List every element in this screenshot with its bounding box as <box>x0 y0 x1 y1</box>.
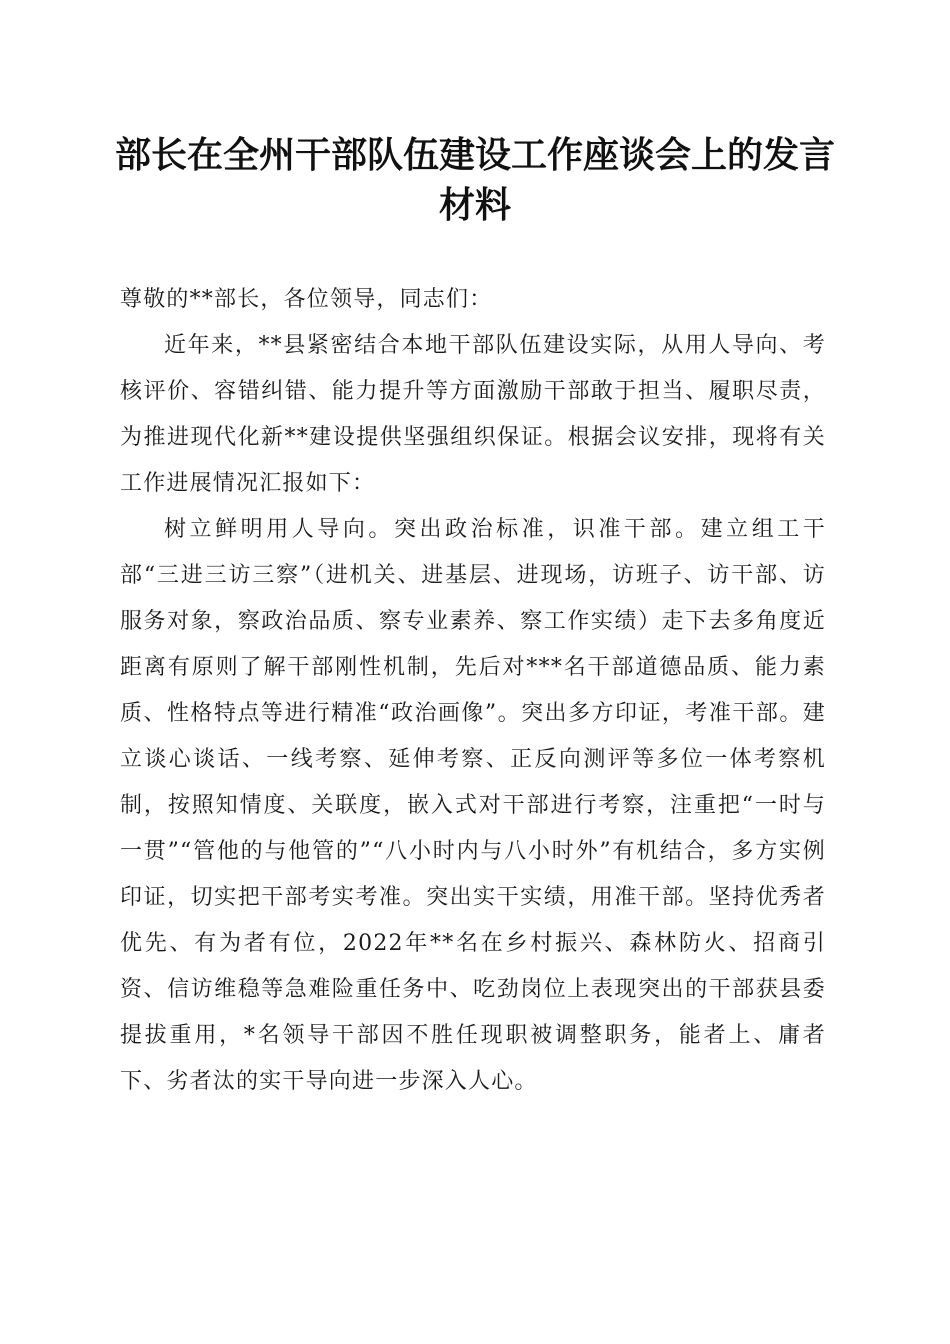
document-body <box>120 277 826 1105</box>
paragraph-employment-orientation: 树立鲜明用人导向。突出政治标准，识准干部。建立组工干部“三进三访三察”（进机关、进基层、进现场，访班子、访干部、访服务对象，察政治品质、察专业素养、察工作实绩）走下去多角度近距离有原则了解干部刚性机制，先后对***名干部道德品质、能力素质、性格特点等进行精准“政治画像”。突出多方印证，考准干部。建立谈心谈话、一线考察、延伸考察、正反向测评等多位一体考察机制，按照知情度、关联度，嵌入式对干部进行考察，注重把“一时与一贯”“管他的与他管的”“八小时内与八小时外”有机结合，多方实例印证，切实把干部考实考准。突出实干实绩，用准干部。坚持优秀者优先、有为者有位，2022年**名在乡村振兴、森林防火、招商引资、信访维稳等急难险重任务中、吃劲岗位上表现突出的干部获县委提拔重用，*名领导干部因不胜任现职被调整职务，能者上、庸者下、劣者汰的实干导向进一步深入人心。 <box>120 517 826 1094</box>
salutation: 尊敬的**部长，各位领导，同志们： <box>120 287 493 312</box>
document-title: 部长在全州干部队伍建设工作座谈会上的发言材料 <box>114 134 835 226</box>
paragraph-intro: 近年来，**县紧密结合本地干部队伍建设实际，从用人导向、考核评价、容错纠错、能力提升等方面激励干部敢于担当、履职尽责，为推进现代化新**建设提供坚强组织保证。根据会议安排，现将有关工作进展情况汇报如下： <box>120 333 826 496</box>
